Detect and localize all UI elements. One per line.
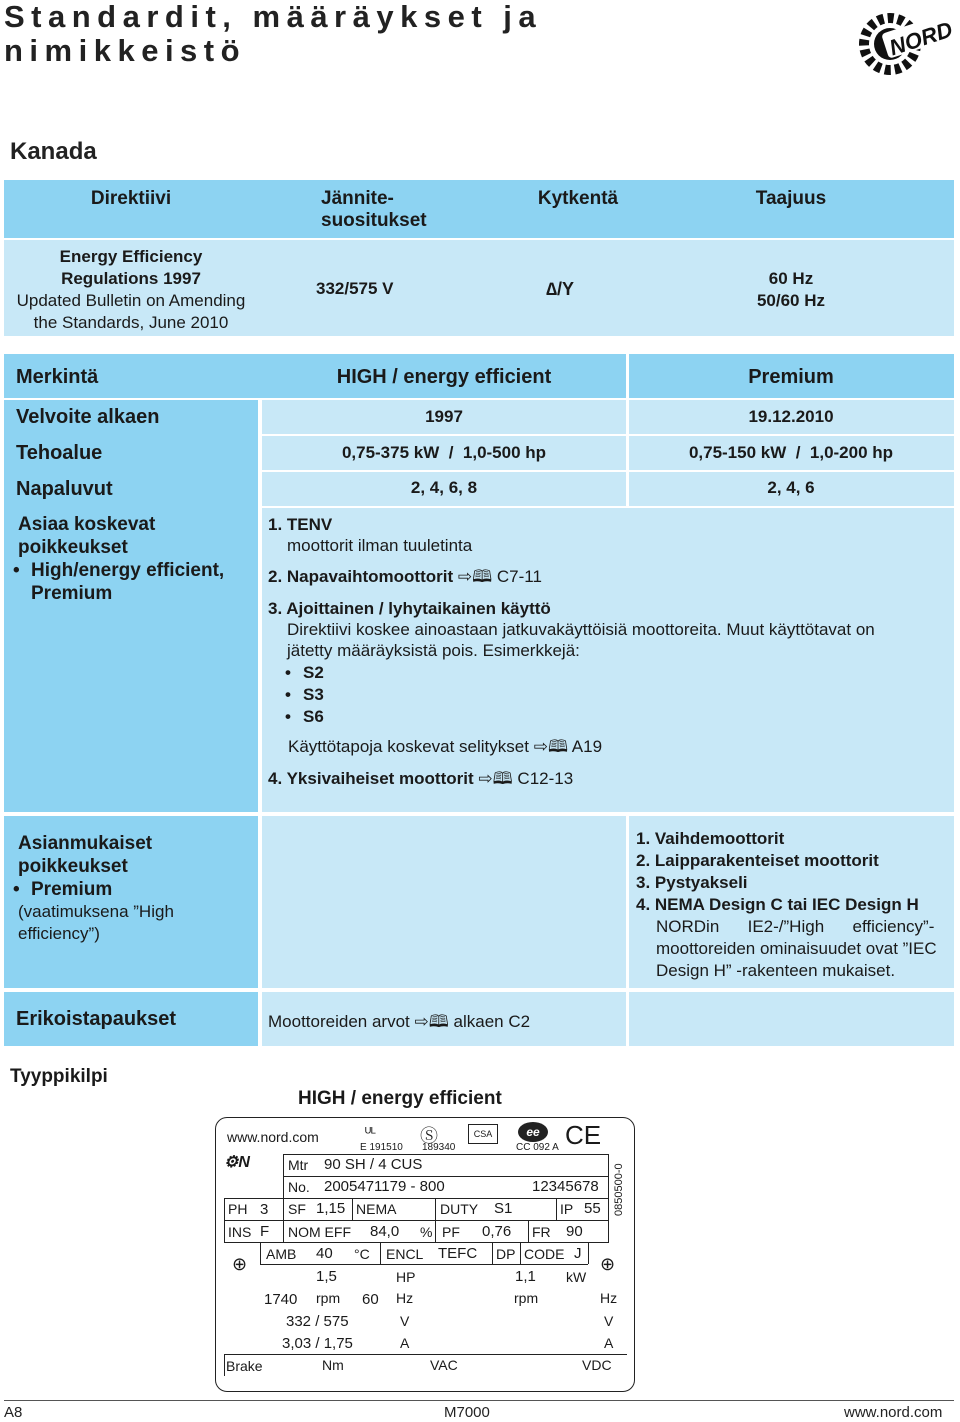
footer-doc: M7000: [444, 1404, 490, 1421]
plate-url: www.nord.com: [227, 1129, 319, 1145]
tehoalue-label: Tehoalue: [16, 442, 103, 464]
amb-value: 40: [316, 1245, 333, 1262]
arrow-book-icon: ⇨🕮: [457, 567, 493, 586]
dp-label: DP: [496, 1246, 516, 1262]
v-label2: V: [604, 1313, 614, 1329]
duty-value: S1: [494, 1200, 513, 1217]
rpm-value: 1740: [264, 1291, 298, 1308]
footer-url[interactable]: www.nord.com: [844, 1404, 943, 1421]
plate-side-code: 0850500-0: [613, 1163, 625, 1216]
velvoite-label: Velvoite alkaen: [16, 406, 160, 428]
nema-label: NEMA: [356, 1201, 397, 1217]
asianmukaiset-label: Asianmukaiset poikkeukset • Premium (vaatimuksena ”High efficiency”): [18, 832, 174, 945]
ref-link-c2[interactable]: alkaen C2: [453, 1012, 531, 1031]
hp-value: 1,5: [316, 1268, 337, 1285]
tehoalue-premium: 0,75-150 kW / 1,0-200 hp: [688, 443, 894, 462]
nm-label: Nm: [322, 1357, 344, 1373]
v-value: 332 / 575: [286, 1313, 349, 1330]
napaluvut-premium: 2, 4, 6: [767, 478, 815, 497]
hz-label2: Hz: [600, 1290, 618, 1306]
pf-value: 0,76: [482, 1223, 512, 1240]
cert-ee: CC 092 A: [516, 1142, 559, 1153]
section-title-canada: Kanada: [10, 138, 97, 165]
divider: [262, 470, 954, 472]
duty-label: DUTY: [440, 1201, 479, 1217]
header-taajuus: Taajuus: [755, 188, 827, 209]
merkinta-label: Merkintä: [16, 366, 99, 388]
pct-label: %: [420, 1224, 433, 1240]
fr-value: 90: [566, 1223, 583, 1240]
erikois-label: Erikoistapaukset: [16, 1008, 177, 1030]
rpm-label: rpm: [316, 1290, 341, 1306]
hz-value: 60: [362, 1291, 379, 1308]
plate-logo-icon: ⚙N: [224, 1154, 250, 1171]
header-jannite: Jännite- suositukset: [321, 188, 427, 231]
nord-logo-icon: [858, 4, 956, 76]
connection-value: ∆/Y: [545, 279, 575, 299]
cert-ul: E 191510: [360, 1142, 403, 1153]
ref-link-c7-11[interactable]: C7-11: [496, 567, 542, 586]
voltage-value: 332/575 V: [316, 279, 394, 298]
a-value: 3,03 / 1,75: [282, 1335, 353, 1352]
kw-value: 1,1: [515, 1268, 536, 1285]
premium-items: 1. Vaihdemoottorit 2. Laipparakenteiset moottorit 3. Pystyakseli 4. NEMA Design C tai IEC Design H NORDin IE2-/”High efficiency”- moottoreiden ominaisuudet ovat ”IEC Design H” -rakenteen mukaiset.: [636, 829, 937, 980]
degc-label: °C: [354, 1246, 370, 1262]
tehoalue-high: 0,75-375 kW / 1,0-500 hp: [341, 443, 547, 462]
divider: [626, 816, 629, 988]
plate-title: HIGH / energy efficient: [298, 1088, 502, 1109]
tyyppikilpi-title: Tyyppikilpi: [10, 1066, 108, 1087]
pf-label: PF: [442, 1224, 460, 1240]
hp-label: HP: [396, 1269, 416, 1285]
arrow-book-icon: ⇨🕮: [533, 737, 568, 756]
vdc-label: VDC: [582, 1357, 612, 1373]
footer-page: A8: [4, 1404, 23, 1421]
footer-rule: [4, 1400, 954, 1401]
code-label: CODE: [524, 1246, 565, 1262]
ref-link-a19[interactable]: A19: [571, 737, 603, 756]
kw-label: kW: [566, 1269, 587, 1285]
ph-value: 3: [260, 1201, 269, 1218]
amb-label: AMB: [266, 1246, 297, 1262]
ul-icon: ᵁᴸ: [365, 1124, 376, 1140]
rpm-label2: rpm: [514, 1290, 539, 1306]
logo-text: NORD: [886, 16, 956, 61]
brake-label: Brake: [226, 1358, 263, 1374]
asiaa-label: Asiaa koskevat poikkeukset • High/energy efficient, Premium: [18, 513, 224, 605]
no-value: 2005471179 - 800: [324, 1178, 445, 1195]
mount-hole-icon: ⊕: [232, 1254, 248, 1274]
mtr-value: 90 SH / 4 CUS: [324, 1156, 423, 1173]
fr-label: FR: [532, 1224, 551, 1240]
velvoite-premium: 19.12.2010: [748, 407, 834, 426]
arrow-book-icon: ⇨🕮: [414, 1012, 449, 1031]
sf-value: 1,15: [316, 1200, 346, 1217]
a-label: A: [400, 1335, 410, 1351]
ins-value: F: [260, 1223, 270, 1240]
no-label: No.: [288, 1179, 310, 1195]
encl-value: TEFC: [438, 1245, 478, 1262]
code-value: J: [574, 1245, 582, 1262]
directive-text: Energy Efficiency Regulations 1997 Updated Bulletin on Amending the Standards, June 2010: [16, 247, 246, 332]
divider: [626, 992, 629, 1046]
erikois-text: Moottoreiden arvot ⇨🕮 alkaen C2: [268, 1012, 531, 1031]
ph-label: PH: [228, 1201, 248, 1217]
ip-label: IP: [560, 1201, 574, 1217]
ee-icon: ee: [518, 1122, 548, 1142]
premium-label: Premium: [748, 366, 834, 388]
ref-link-c12-13[interactable]: C12-13: [517, 769, 574, 788]
frequency-values: 60 Hz 50/60 Hz: [756, 269, 826, 310]
napaluvut-high: 2, 4, 6, 8: [410, 478, 478, 497]
vac-label: VAC: [430, 1357, 458, 1373]
v-label: V: [400, 1313, 410, 1329]
nom-eff-label: NOM EFF: [288, 1224, 351, 1240]
sf-label: SF: [288, 1201, 306, 1217]
csa-icon: Ⓢ: [420, 1126, 438, 1146]
ce-mark-icon: CE: [565, 1120, 602, 1150]
encl-label: ENCL: [386, 1246, 424, 1262]
divider: [262, 434, 954, 436]
a-label2: A: [604, 1335, 614, 1351]
mtr-label: Mtr: [288, 1157, 309, 1173]
asiaa-items: 1. TENV moottorit ilman tuuletinta 2. Napavaihtomoottorit ⇨🕮 C7-11 3. Ajoittainen / lyhytaikainen käyttö Direktiivi koskee ainoastaan jatkuvakäyttöisiä moottoreita. Muut käyttötavat on jätetty määräyksistä pois. Esimerkkejä: • S2 • S3 • S6 Käyttötapoja koskevat selitykset ⇨🕮 A19 4. Yksivaiheiset moottorit ⇨🕮 C12-13: [268, 514, 948, 789]
no-value2: 12345678: [532, 1178, 599, 1195]
page-title: Standardit, määräykset ja nimikkeistö: [4, 0, 543, 68]
ins-label: INS: [228, 1224, 252, 1240]
header-direktiivi: Direktiivi: [90, 188, 172, 209]
mount-hole-icon: ⊕: [600, 1254, 616, 1274]
ip-value: 55: [584, 1200, 601, 1217]
header-kytkenta: Kytkentä: [537, 188, 619, 209]
high-efficiency-label: HIGH / energy efficient: [336, 366, 552, 388]
velvoite-high: 1997: [425, 407, 463, 426]
cert-csa: 189340: [422, 1142, 456, 1153]
csa-energy-icon: CSA: [468, 1124, 498, 1144]
hz-label: Hz: [396, 1290, 414, 1306]
arrow-book-icon: ⇨🕮: [478, 769, 513, 788]
napaluvut-label: Napaluvut: [16, 478, 113, 500]
divider: [262, 506, 954, 508]
nom-eff-value: 84,0: [370, 1223, 400, 1240]
